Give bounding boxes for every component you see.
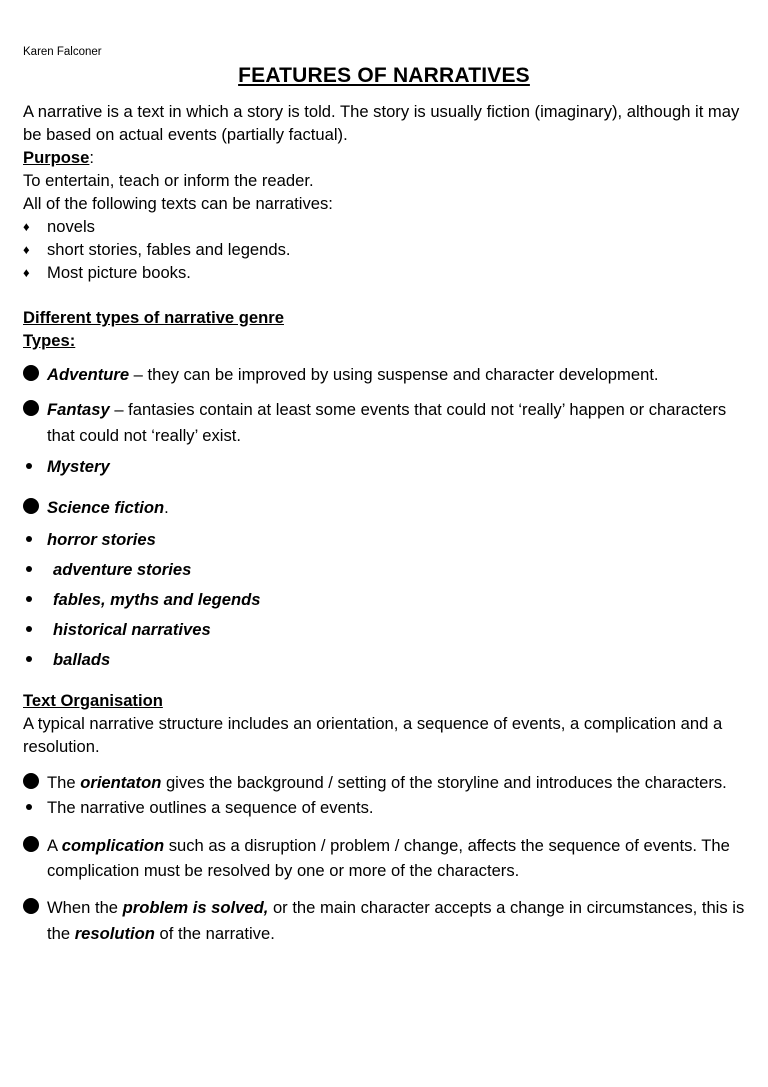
text-segment: of the narrative. xyxy=(154,924,275,943)
genre-term: historical narratives xyxy=(53,620,211,639)
list-item xyxy=(23,895,753,947)
document-body xyxy=(23,100,753,947)
list-item xyxy=(23,557,753,583)
list-item xyxy=(23,587,753,613)
list-item xyxy=(23,495,753,521)
list-item-text xyxy=(47,557,753,583)
author-name: Karen Falconer xyxy=(23,46,102,58)
genre-term: horror stories xyxy=(47,530,156,549)
genre-heading: Different types of narrative genre xyxy=(23,308,284,327)
organisation-heading: Text Organisation xyxy=(23,691,163,710)
list-item xyxy=(23,527,753,553)
list-item xyxy=(23,397,753,449)
genre-list xyxy=(23,362,753,673)
text-segment: such as a disruption / problem / change, affects the sequence of events. The complication must be resolved by one or more of the characters. xyxy=(47,836,730,880)
diamond-bullet-icon: ♦ xyxy=(23,219,30,234)
text-segment: A xyxy=(47,836,62,855)
text-segment: or the main character accepts a change in circumstances, this is the xyxy=(47,898,745,943)
genre-term: Fantasy xyxy=(47,400,110,419)
list-item xyxy=(23,833,753,883)
list-item-text: The narrative outlines a sequence of events. xyxy=(47,798,374,817)
list-item-text xyxy=(47,527,753,553)
key-term: orientaton xyxy=(80,773,162,792)
diamond-bullet-icon: ♦ xyxy=(23,242,30,257)
list-item xyxy=(23,215,753,238)
list-item xyxy=(23,362,753,388)
organisation-intro: A typical narrative structure includes an orientation, a sequence of events, a complication and a resolution. xyxy=(23,714,723,756)
genre-term: fables, myths and legends xyxy=(53,590,261,609)
types-heading: Types: xyxy=(23,331,76,350)
list-item-text xyxy=(47,833,753,883)
key-term: complication xyxy=(61,836,165,855)
list-item xyxy=(23,238,753,261)
purpose-heading: Purpose xyxy=(23,148,90,167)
purpose-colon: : xyxy=(89,148,95,167)
genre-term: Mystery xyxy=(47,457,110,476)
list-item-text xyxy=(47,454,753,480)
list-item-text: novels xyxy=(47,217,95,236)
key-term: resolution xyxy=(74,924,155,943)
purpose-text: To entertain, teach or inform the reader. xyxy=(23,171,314,190)
text-segment: The xyxy=(47,773,81,792)
genre-term: adventure stories xyxy=(53,560,192,579)
genre-description: – fantasies contain at least some events that could not ‘really’ happen or characters that could not ‘really’ exist. xyxy=(47,400,727,445)
list-intro: All of the following texts can be narratives: xyxy=(23,194,333,213)
genre-term: Science fiction xyxy=(47,498,165,517)
narrative-text-list xyxy=(23,215,753,284)
list-item xyxy=(23,770,753,795)
list-item-text xyxy=(47,895,753,947)
list-item-text: Most picture books. xyxy=(47,263,191,282)
diamond-bullet-icon: ♦ xyxy=(23,265,30,280)
text-segment: gives the background / setting of the storyline and introduces the characters. xyxy=(161,773,727,792)
key-term: problem is solved, xyxy=(122,898,269,917)
list-item-text: short stories, fables and legends. xyxy=(47,240,291,259)
genre-term: ballads xyxy=(53,650,111,669)
list-item xyxy=(23,795,753,820)
list-item xyxy=(23,617,753,643)
genre-description: – they can be improved by using suspense and character development. xyxy=(129,365,659,384)
purpose-line xyxy=(23,146,753,169)
genre-description: . xyxy=(164,498,169,517)
text-segment: When the xyxy=(47,898,123,917)
list-item-text xyxy=(47,647,753,673)
list-item xyxy=(23,647,753,673)
list-item-text xyxy=(47,495,753,521)
list-item xyxy=(23,454,753,480)
list-item-text xyxy=(47,362,753,388)
list-item-text xyxy=(47,770,753,795)
intro-paragraph: A narrative is a text in which a story is told. The story is usually fiction (imaginary), although it may be based on actual events (partially factual). xyxy=(23,102,740,144)
list-item-text xyxy=(47,587,753,613)
page-title: FEATURES OF NARRATIVES xyxy=(238,64,530,87)
list-item xyxy=(23,261,753,284)
genre-term: Adventure xyxy=(47,365,130,384)
organisation-list xyxy=(23,770,753,947)
list-item-text xyxy=(47,617,753,643)
list-item-text xyxy=(47,397,753,449)
